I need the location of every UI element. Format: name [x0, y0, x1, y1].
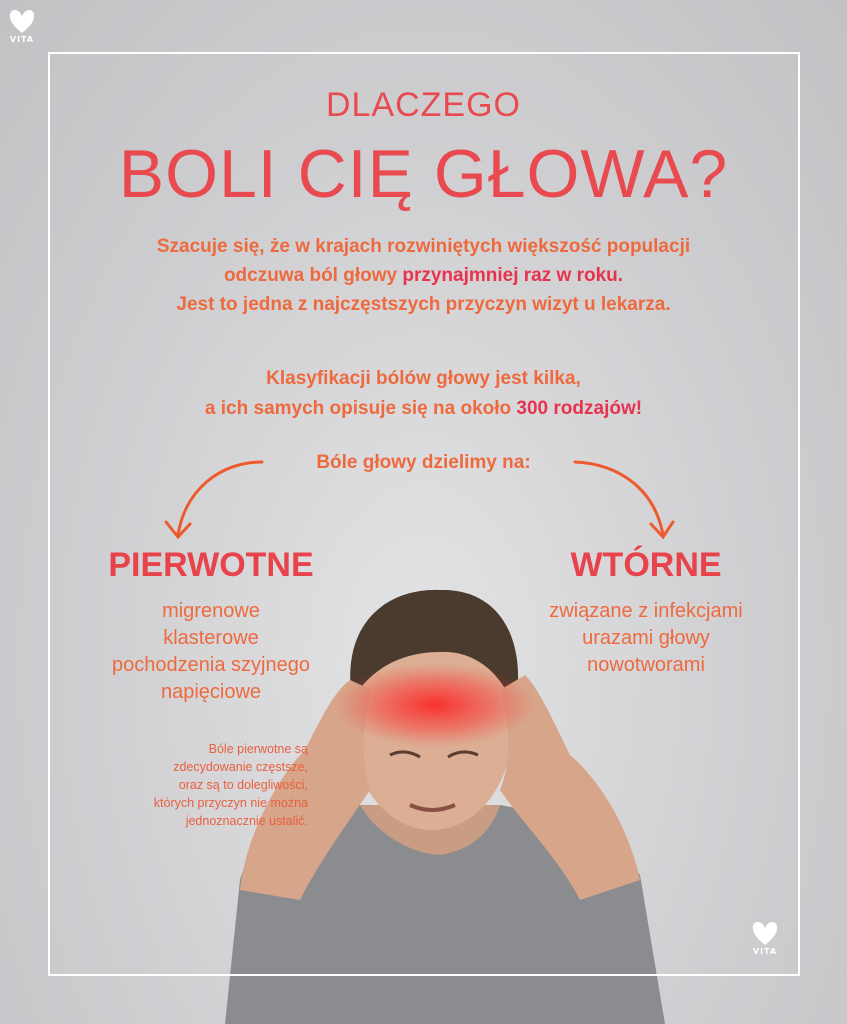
primary-note	[108, 740, 308, 830]
brand-logo-bottom	[751, 920, 779, 956]
note-line: Bóle pierwotne są	[208, 742, 308, 756]
note-line: których przyczyn nie można	[153, 796, 308, 810]
intro-line-1: Szacuje się, że w krajach rozwiniętych większość populacji	[156, 236, 691, 257]
brand-name: VITA	[9, 35, 35, 44]
classification-highlight: 300 rodzajów!	[516, 398, 643, 419]
list-item: klasterowe	[163, 627, 259, 649]
classification-paragraph	[0, 364, 847, 424]
note-line: jednoznacznie ustalić.	[185, 814, 308, 828]
secondary-list	[520, 598, 772, 679]
brand-logo	[8, 8, 36, 44]
classification-line-1: Klasyfikacji bólów głowy jest kilka,	[266, 368, 581, 389]
list-item: migrenowe	[162, 600, 260, 622]
intro-line-2-text: odczuwa ból głowy	[223, 265, 403, 286]
brand-name-bottom: VITA	[752, 947, 778, 956]
classification-line-2-text: a ich samych opisuje się na około	[204, 398, 517, 419]
intro-paragraph	[0, 232, 847, 319]
intro-highlight: przynajmniej raz w roku.	[402, 265, 624, 286]
primary-list	[70, 598, 352, 706]
list-item: napięciowe	[160, 681, 262, 703]
page-title: BOLI CIĘ GŁOWA?	[118, 136, 729, 212]
note-line: oraz są to dolegliwości,	[178, 778, 308, 792]
note-line: zdecydowanie częstsze,	[173, 760, 308, 774]
list-item: urazami głowy	[582, 627, 710, 649]
intro-line-3: Jest to jedna z najczęstszych przyczyn wizyt u lekarza.	[176, 294, 671, 315]
classification-line-2	[0, 394, 847, 424]
heading-small: DLACZEGO	[325, 86, 522, 124]
division-label: Bóle głowy dzielimy na:	[316, 452, 531, 473]
heart-leaf-icon	[751, 920, 779, 946]
list-item: pochodzenia szyjnego	[112, 654, 310, 676]
secondary-title: WTÓRNE	[570, 546, 722, 584]
intro-line-2	[0, 261, 847, 290]
list-item: związane z infekcjami	[549, 600, 743, 622]
list-item: nowotworami	[587, 654, 705, 676]
heart-leaf-icon	[8, 8, 36, 34]
primary-title: PIERWOTNE	[108, 546, 314, 584]
